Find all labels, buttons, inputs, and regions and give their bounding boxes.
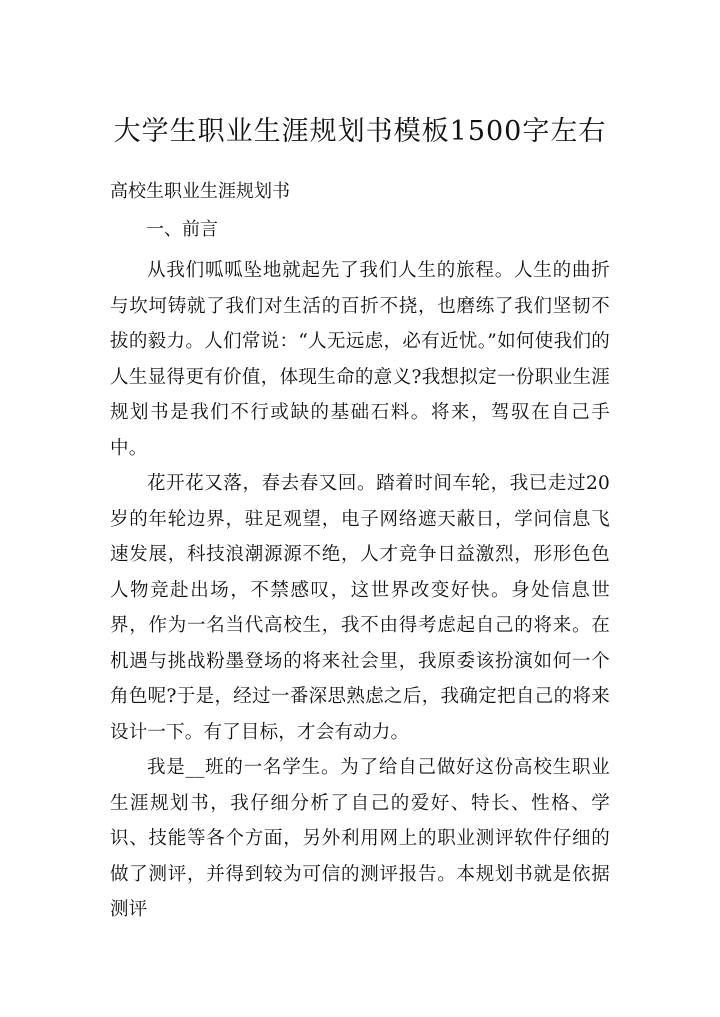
paragraph-3: 我是__班的一名学生。为了给自己做好这份高校生职业生涯规划书，我仔细分析了自己的爱好、特长、性格、学识、技能等各个方面，另外利用网上的职业测评软件仔细的做了测评，并得到较为可信的测评报告。本规划书就是依据测评 xyxy=(110,757,610,920)
section-heading-preface: 一、前言 xyxy=(146,219,218,240)
paragraph-2: 花开花又落，春去春又回。踏着时间车轮，我已走过20岁的年轮边界，驻足观望，电子网络遮天蔽日，学问信息飞速发展，科技浪潮源源不绝，人才竞争日益激烈，形形色色人物竞赴出场，不禁感叹，这世界改变好快。身处信息世界，作为一名当代高校生，我不由得考虑起自己的将来。在机遇与挑战粉墨登场的将来社会里，我原委该扮演如何一个角色呢?于是，经过一番深思熟虑之后，我确定把自己的将来设计一下。有了目标，才会有动力。 xyxy=(110,473,610,743)
document-title: 大学生职业生涯规划书模板1500字左右 xyxy=(113,116,607,147)
document-subtitle: 高校生职业生涯规划书 xyxy=(110,181,290,202)
paragraph-1: 从我们呱呱坠地就起先了我们人生的旅程。人生的曲折与坎坷铸就了我们对生活的百折不挠，也磨练了我们坚韧不拔的毅力。人们常说：“人无远虑，必有近忧。”如何使我们的人生显得更有价值，体现生命的意义?我想拟定一份职业生涯规划书是我们不行或缺的基础石料。将来，驾驭在自己手中。 xyxy=(110,260,610,459)
body-text xyxy=(110,253,610,928)
